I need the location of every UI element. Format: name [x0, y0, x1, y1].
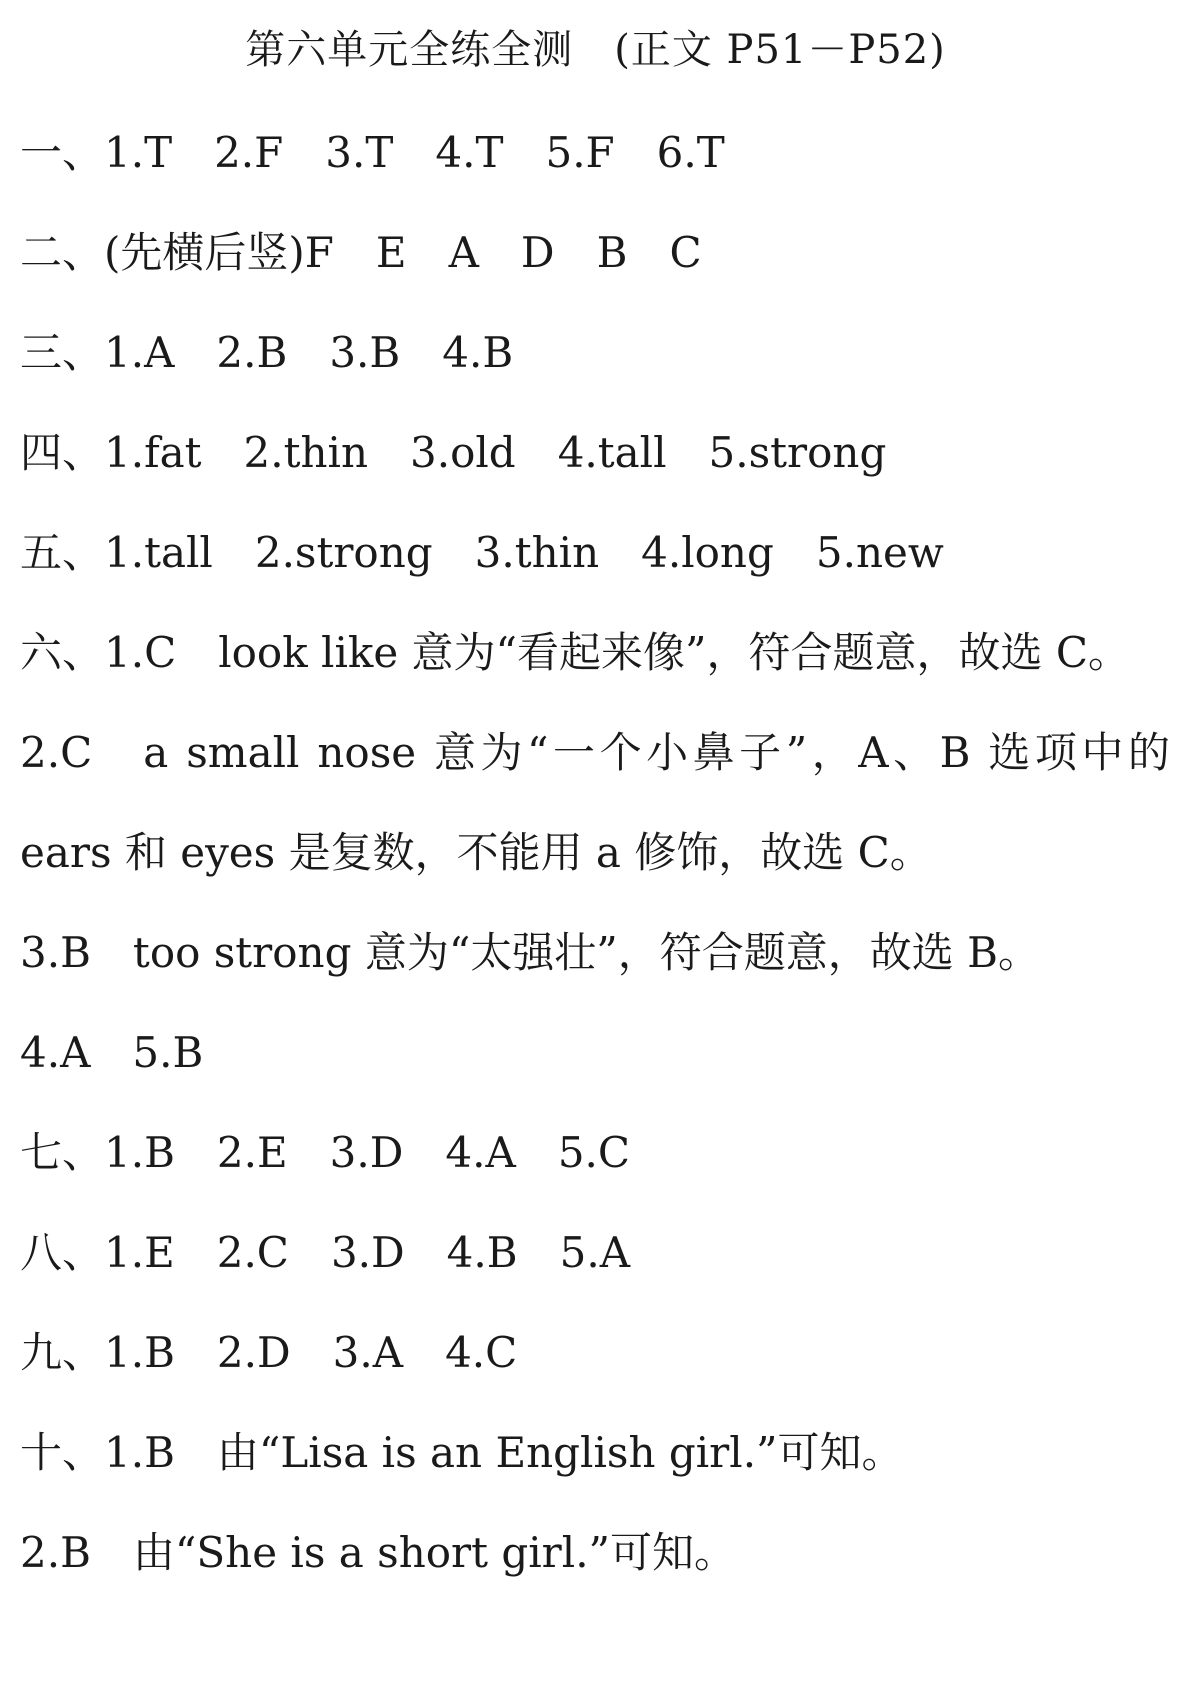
answer-line-section-6-q1: 六、1.C look like 意为“看起来像”，符合题意，故选 C。 [20, 628, 1130, 677]
answer-line-section-4: 四、1.fat 2.thin 3.old 4.tall 5.strong [20, 428, 887, 477]
answer-line-section-2: 二、(先横后竖)F E A D B C [20, 228, 702, 277]
answer-line-section-10-q1: 十、1.B 由“Lisa is an English girl.”可知。 [20, 1428, 904, 1477]
answer-line-section-1: 一、1.T 2.F 3.T 4.T 5.F 6.T [20, 128, 725, 177]
answer-line-section-6-q2-continued: ears 和 eyes 是复数，不能用 a 修饰，故选 C。 [20, 828, 932, 877]
answer-line-section-8: 八、1.E 2.C 3.D 4.B 5.A [20, 1228, 631, 1277]
answer-line-section-9: 九、1.B 2.D 3.A 4.C [20, 1328, 518, 1377]
answer-line-section-5: 五、1.tall 2.strong 3.thin 4.long 5.new [20, 528, 944, 577]
page-title: 第六单元全练全测 (正文 P51－P52) [245, 27, 946, 73]
answer-line-section-10-q2: 2.B 由“She is a short girl.”可知。 [20, 1528, 737, 1577]
answer-line-section-6-q4-q5: 4.A 5.B [20, 1028, 204, 1077]
answer-line-section-7: 七、1.B 2.E 3.D 4.A 5.C [20, 1128, 631, 1177]
answer-line-section-6-q3: 3.B too strong 意为“太强壮”，符合题意，故选 B。 [20, 928, 1040, 977]
answer-line-section-3: 三、1.A 2.B 3.B 4.B [20, 328, 514, 377]
answer-line-section-6-q2: 2.C a small nose 意为“一个小鼻子”，A、B 选项中的 [20, 728, 1170, 777]
